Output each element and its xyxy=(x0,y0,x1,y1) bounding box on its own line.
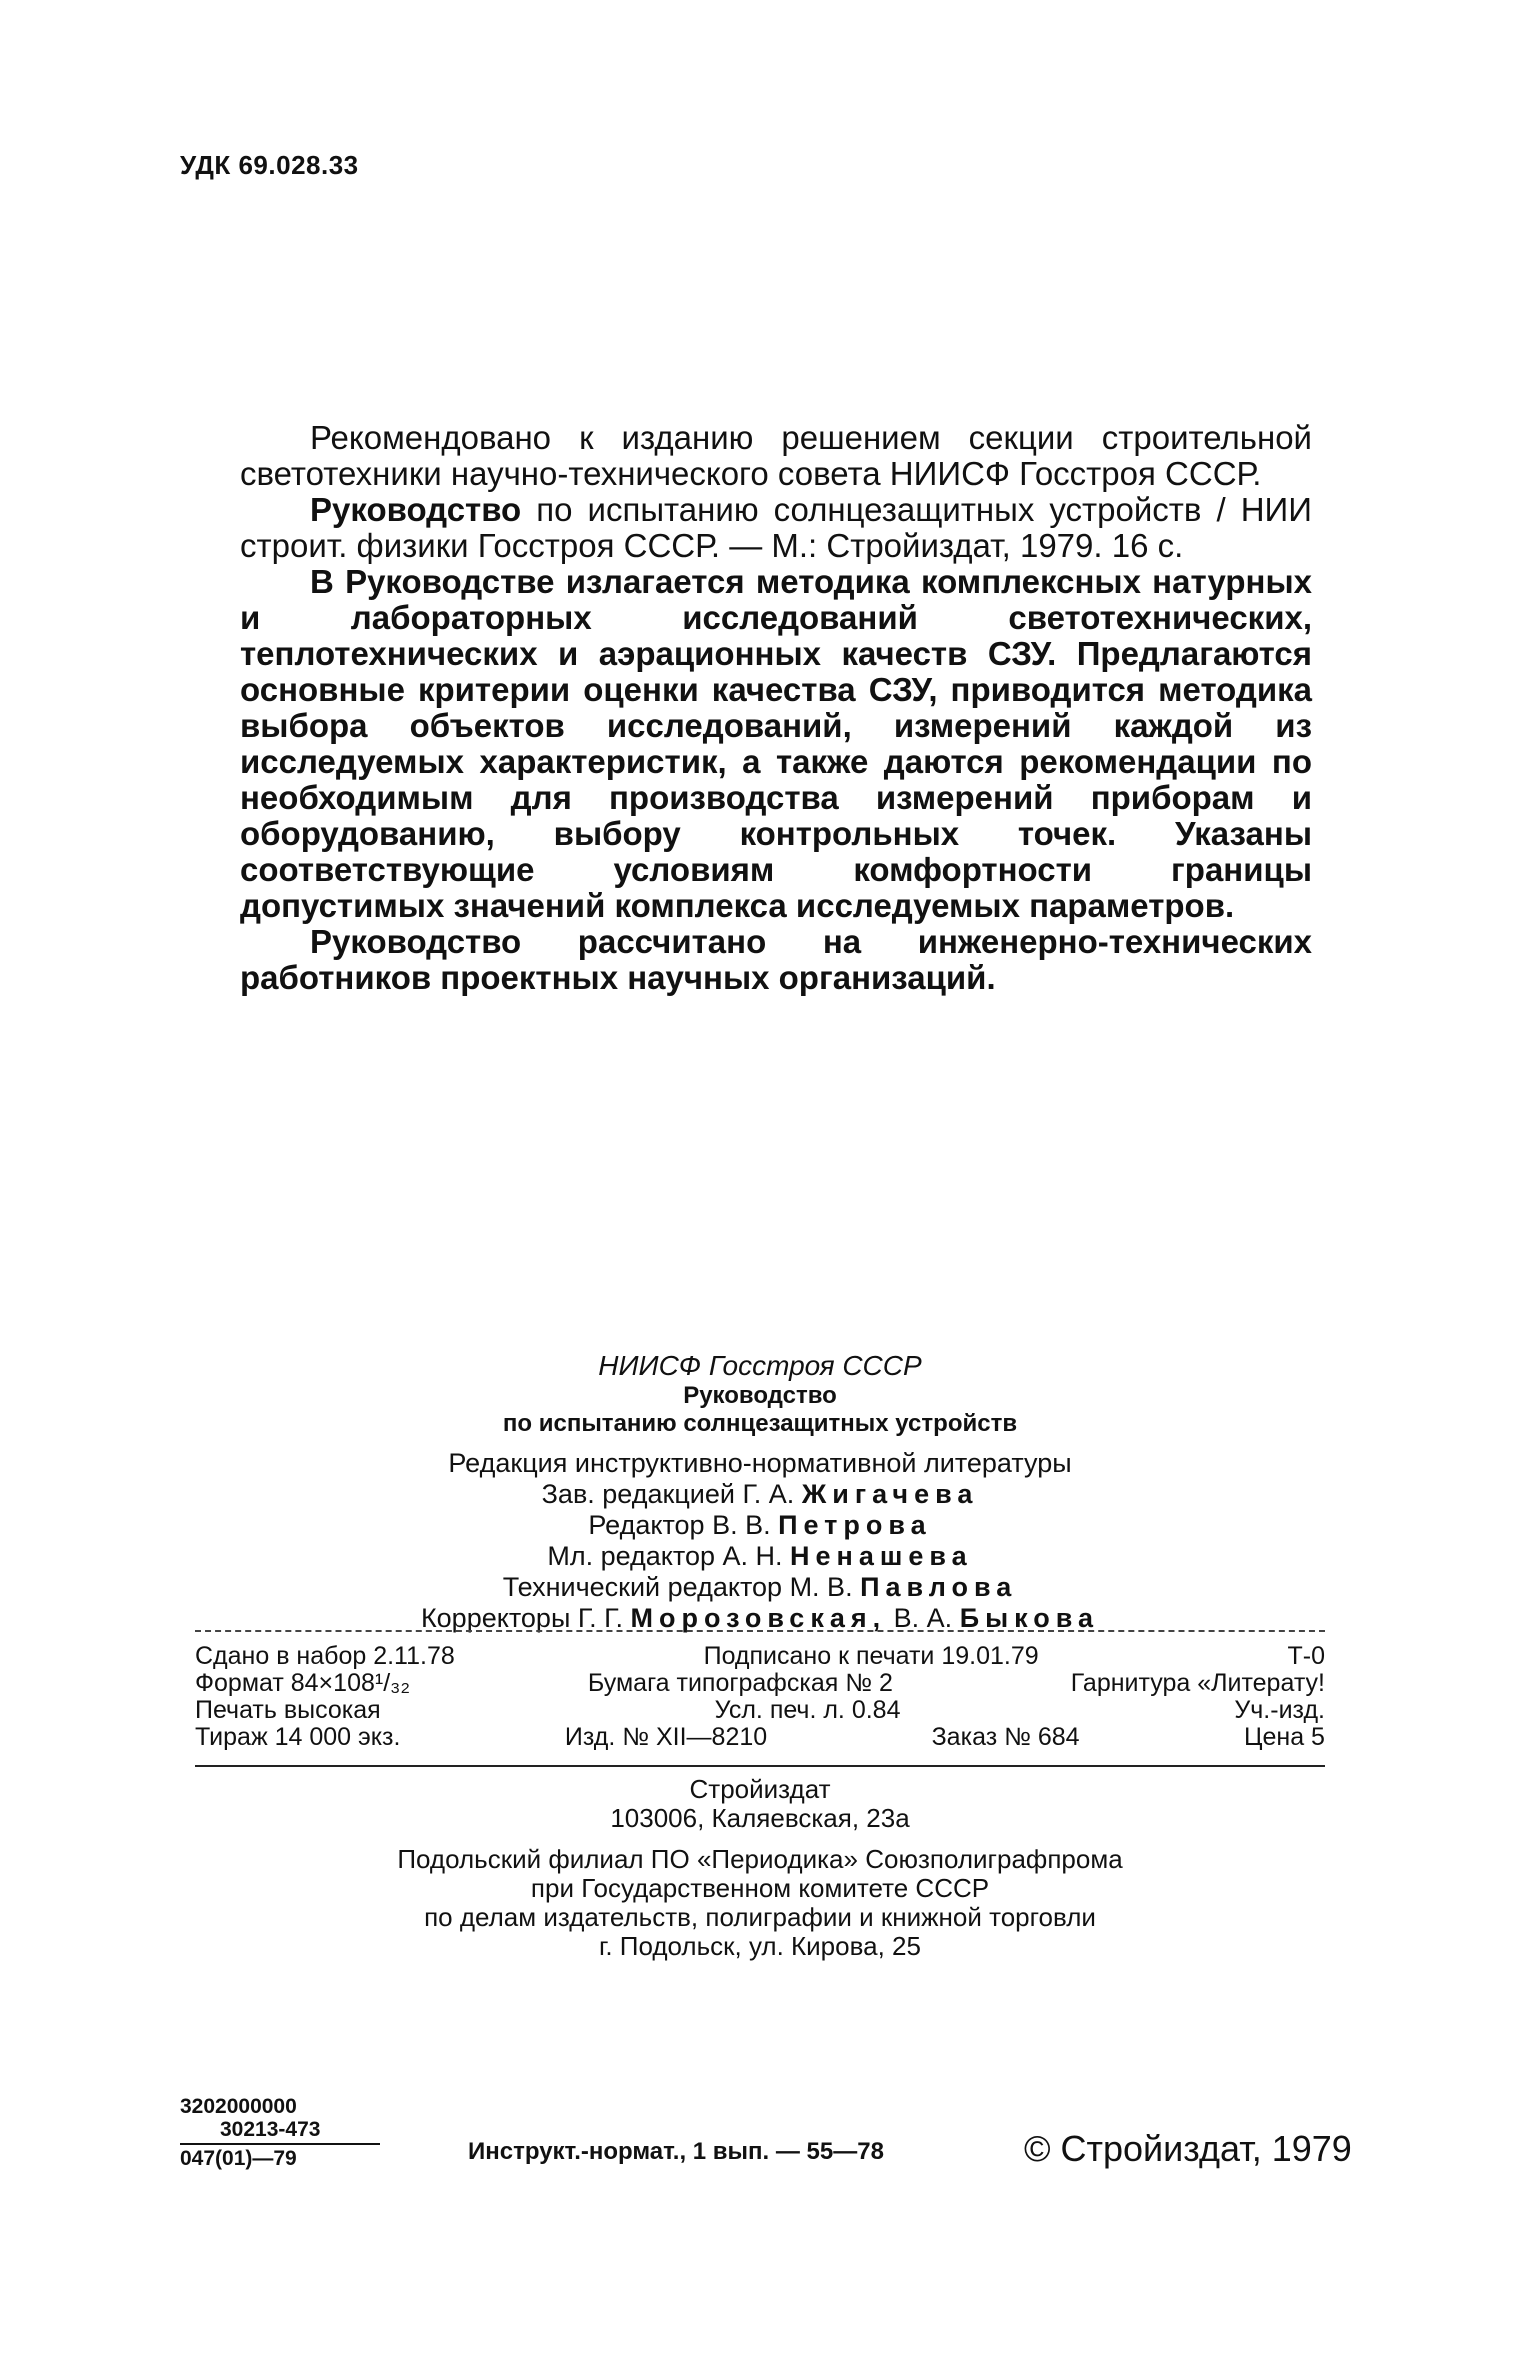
code-middle: 30213-473 xyxy=(220,2118,321,2141)
udk-code: УДК 69.028.33 xyxy=(180,150,359,180)
edition-line: Редакция инструктивно-нормативной литературы xyxy=(448,1448,1072,1478)
paper: Бумага типографская № 2 xyxy=(587,1669,893,1697)
bibliographic-paragraph xyxy=(240,492,1312,564)
tech-editor-name: Павлова xyxy=(860,1572,1018,1602)
printer-line: Подольский филиал ПО «Периодика» Союзполиграфпрома xyxy=(397,1844,1123,1874)
print-sheets: Усл. печ. л. 0.84 xyxy=(714,1696,901,1724)
junior-editor-line xyxy=(160,1541,1360,1572)
series-info: Инструкт.-нормат., 1 вып. — 55—78 xyxy=(468,2138,884,2165)
head-editor-label: Зав. редакцией Г. А. xyxy=(541,1479,795,1509)
t-code: Т-0 xyxy=(1287,1642,1325,1670)
price: Цена 5 xyxy=(1244,1723,1325,1751)
divider-bottom xyxy=(195,1765,1325,1767)
corrector-1: Морозовская, xyxy=(630,1603,887,1633)
corrector-2: Быкова xyxy=(959,1603,1100,1633)
publisher-name: Стройиздат xyxy=(689,1774,831,1804)
printer-block xyxy=(160,1775,1360,1961)
pub-row xyxy=(195,1697,1325,1724)
junior-editor-name: Ненашева xyxy=(790,1541,973,1571)
publishing-sheets: Уч.-изд. xyxy=(1234,1696,1325,1724)
typeface: Гарнитура «Литерату! xyxy=(1070,1669,1325,1697)
submitted-date: Сдано в набор 2.11.78 xyxy=(195,1642,455,1670)
junior-editor-label: Мл. редактор А. Н. xyxy=(547,1541,783,1571)
staff-list xyxy=(160,1448,1360,1634)
printer-line: по делам издательств, полиграфии и книжной торговли xyxy=(424,1902,1096,1932)
tech-editor-line xyxy=(160,1572,1360,1603)
head-editor-name: Жигачева xyxy=(801,1479,979,1509)
correctors-label: Корректоры Г. Г. xyxy=(420,1603,624,1633)
edition-number: Изд. № XII—8210 xyxy=(564,1723,768,1751)
abstract-paragraph: В Руководстве излагается методика комплексных натурных и лабораторных исследований светотехнических, теплотехнических и аэрационных качеств СЗУ. Предлагаются основные критерии оценки качества СЗУ, приводится методика выбора объектов исследований, измерений каждой из исследуемых характеристик, а также даются рекомендации по необходимым для производства измерений приборам и оборудованию, выбору контрольных точек. Указаны соответствующие условиям комфортности границы допустимых значений комплекса исследуемых параметров. xyxy=(240,563,1312,924)
book-title-line2: по испытанию солнцезащитных устройств xyxy=(502,1410,1018,1437)
editor-line xyxy=(160,1510,1360,1541)
signed-date: Подписано к печати 19.01.79 xyxy=(703,1642,1039,1670)
copyright: © Стройиздат, 1979 xyxy=(1024,2128,1352,2169)
publication-details xyxy=(195,1643,1325,1751)
editor-label: Редактор В. В. xyxy=(588,1510,771,1540)
corrector-2-initials: В. А. xyxy=(893,1603,953,1633)
book-title-line1: Руководство xyxy=(683,1382,837,1409)
circulation: Тираж 14 000 экз. xyxy=(195,1723,401,1751)
order-number: Заказ № 684 xyxy=(931,1723,1080,1751)
pub-row xyxy=(195,1724,1325,1751)
imprint-block xyxy=(160,1350,1360,1634)
divider-top xyxy=(195,1630,1325,1632)
format: Формат 84×108¹/₃₂ xyxy=(195,1669,411,1697)
publisher-address: 103006, Каляевская, 23а xyxy=(610,1803,910,1833)
tech-editor-label: Технический редактор М. В. xyxy=(502,1572,853,1602)
classification-code xyxy=(180,2095,380,2170)
code-top: 3202000000 xyxy=(180,2095,297,2118)
printing: Печать высокая xyxy=(195,1696,381,1724)
editor-name: Петрова xyxy=(778,1510,932,1540)
audience-paragraph: Руководство рассчитано на инженерно-технических работников проектных научных организаций. xyxy=(240,923,1312,996)
code-bottom: 047(01)—79 xyxy=(180,2147,297,2170)
printer-line: при Государственном комитете СССР xyxy=(530,1873,990,1903)
printer-address: г. Подольск, ул. Кирова, 25 xyxy=(599,1931,921,1961)
bibliographic-rest: по испытанию солнцезащитных устройств / НИИ строит. физики Госстроя СССР. — М.: Стройиздат, 1979. 16 с. xyxy=(240,491,1312,564)
pub-row xyxy=(195,1670,1325,1697)
code-fraction-line xyxy=(180,2143,380,2145)
head-editor-line xyxy=(160,1479,1360,1510)
organization: НИИСФ Госстроя СССР xyxy=(598,1350,922,1381)
bibliographic-lead: Руководство xyxy=(310,491,522,528)
annotation-block xyxy=(240,420,1312,996)
recommendation-paragraph: Рекомендовано к изданию решением секции строительной светотехники научно-технического совета НИИСФ Госстроя СССР. xyxy=(240,419,1312,492)
pub-row xyxy=(195,1643,1325,1670)
